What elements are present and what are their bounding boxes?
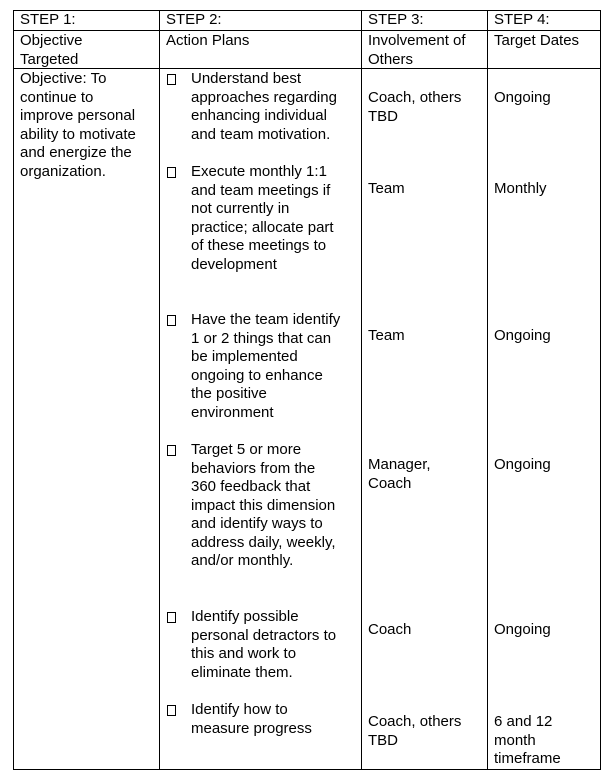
target-date-4: Ongoing (494, 456, 551, 473)
column-divider-3 (487, 10, 488, 770)
header-step-3: STEP 3: (368, 11, 424, 28)
column-divider-1 (159, 10, 160, 770)
table-border-right (600, 10, 601, 770)
target-date-3: Ongoing (494, 327, 551, 344)
involvement-6: Coach, others TBD (368, 713, 462, 749)
involvement-4: Manager, Coach (368, 456, 431, 492)
target-date-5: Ongoing (494, 621, 551, 638)
involvement-1: Coach, others TBD (368, 89, 462, 125)
checkbox-bullet-icon (167, 705, 176, 716)
target-date-2: Monthly (494, 180, 547, 197)
header-step-1: STEP 1: (20, 11, 76, 28)
checkbox-bullet-icon (167, 612, 176, 623)
action-plan-6: Identify how to measure progress (191, 701, 312, 737)
target-date-1: Ongoing (494, 89, 551, 106)
action-plan-2: Execute monthly 1:1 and team meetings if not currently in practice; allocate part of these meetings to development (191, 163, 334, 273)
involvement-3: Team (368, 327, 405, 344)
action-plan-4: Target 5 or more behaviors from the 360 feedback that impact this dimension and identify ways to address daily, weekly, and/or monthly. (191, 441, 336, 569)
header-step-4: STEP 4: (494, 11, 550, 28)
subheader-involvement: Involvement of Others (368, 32, 466, 68)
involvement-2: Team (368, 180, 405, 197)
checkbox-bullet-icon (167, 74, 176, 85)
checkbox-bullet-icon (167, 167, 176, 178)
table-border-left (13, 10, 14, 770)
involvement-5: Coach (368, 621, 412, 638)
header-divider (13, 30, 601, 31)
target-date-6: 6 and 12 month timeframe (494, 713, 561, 767)
checkbox-bullet-icon (167, 445, 176, 456)
column-divider-2 (361, 10, 362, 770)
subheader-divider (13, 68, 601, 69)
table-border-bottom (13, 769, 601, 770)
action-plan-1: Understand best approaches regarding enhancing individual and team motivation. (191, 70, 337, 143)
subheader-action-plans: Action Plans (166, 32, 250, 49)
action-plan-5: Identify possible personal detractors to this and work to eliminate them. (191, 608, 337, 681)
objective-text: Objective: To continue to improve personal ability to motivate and energize the organization. (20, 70, 136, 180)
subheader-objective: Objective Targeted (20, 32, 83, 68)
header-step-2: STEP 2: (166, 11, 222, 28)
subheader-target-dates: Target Dates (494, 32, 580, 49)
action-plan-3: Have the team identify 1 or 2 things that can be implemented ongoing to enhance the positive environment (191, 311, 341, 421)
checkbox-bullet-icon (167, 315, 176, 326)
